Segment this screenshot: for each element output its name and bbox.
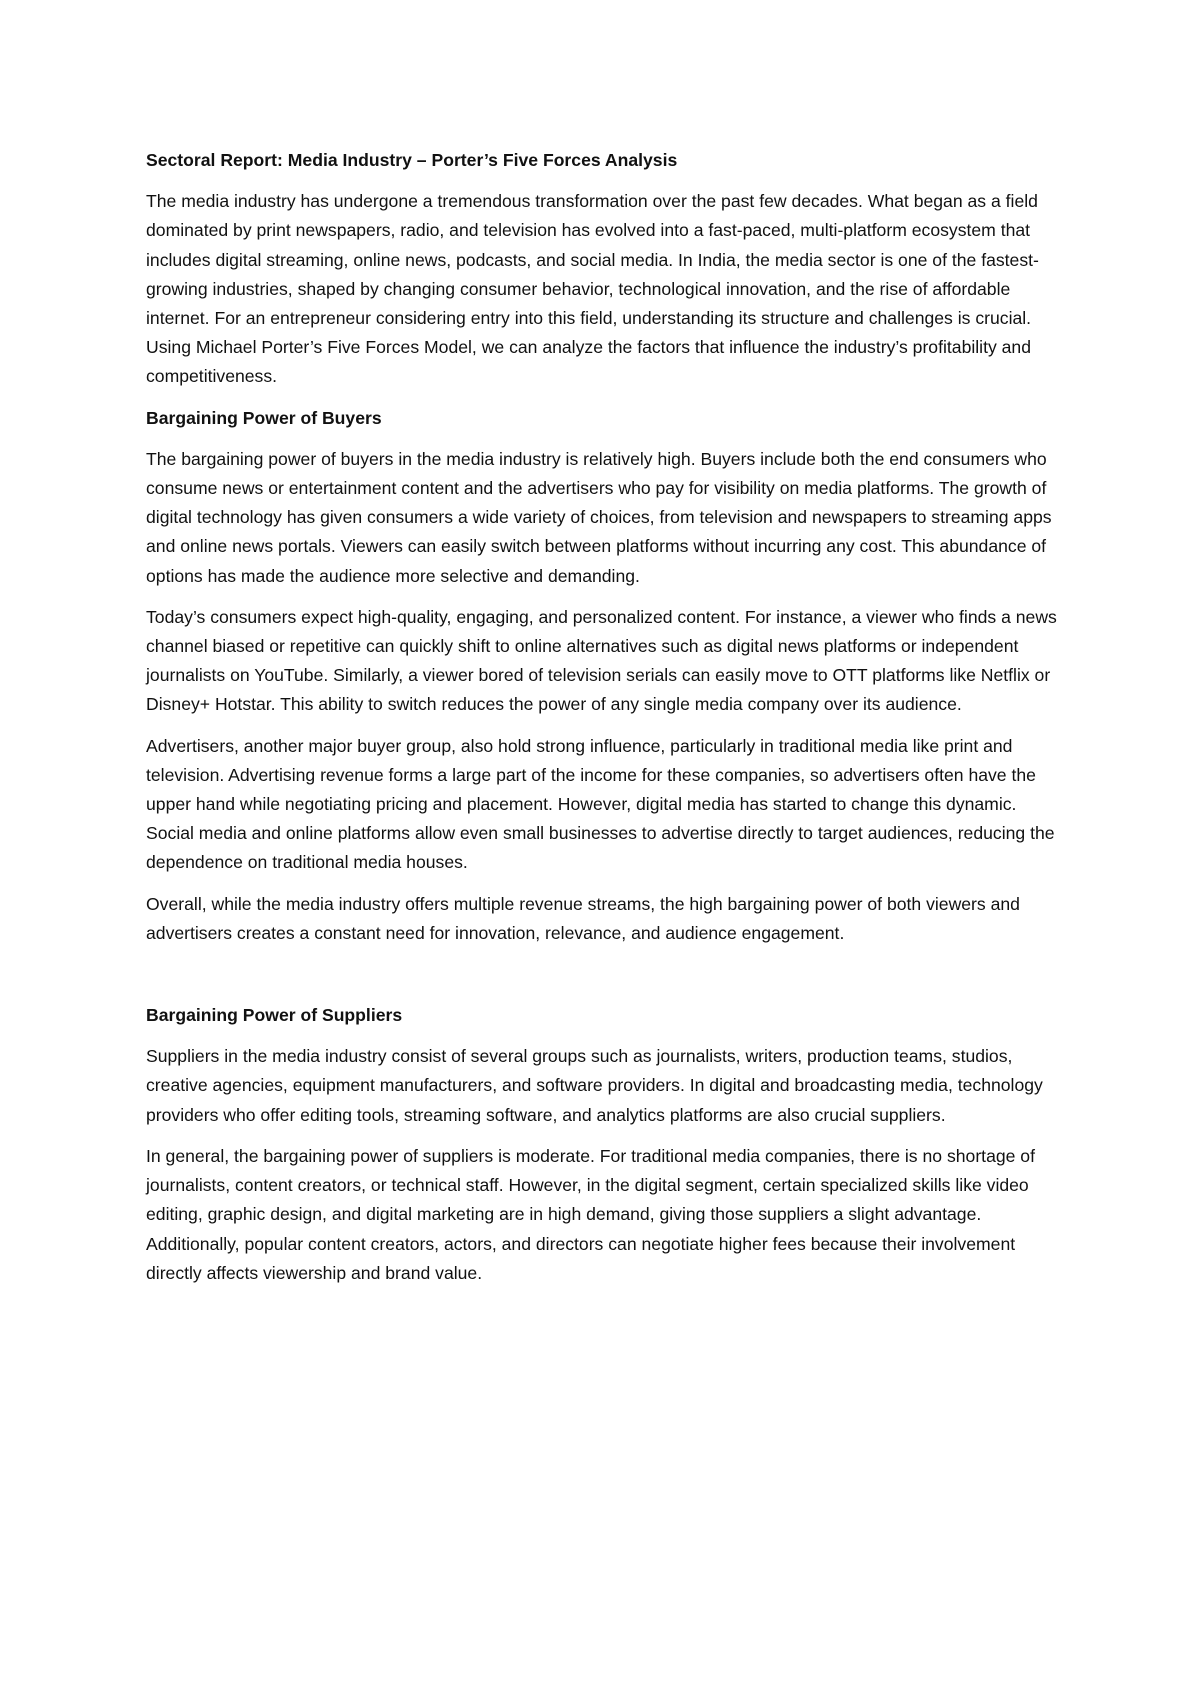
buyers-paragraph-4: Overall, while the media industry offers multiple revenue streams, the high bargaining power of both viewers and advertisers creates a constant need for innovation, relevance, and audience engagement. (146, 893, 1020, 943)
buyers-paragraph-3: Advertisers, another major buyer group, also hold strong influence, particularly in traditional media like print and television. Advertising revenue forms a large part of the income for these companies, so advertisers often have the upper hand while negotiating pricing and placement. However, digital media has started to change this dynamic. Social media and online platforms allow even small businesses to advertise directly to target audiences, reducing the dependence on traditional media houses. (146, 735, 1055, 873)
document-title: Sectoral Report: Media Industry – Porter’s Five Forces Analysis (146, 150, 678, 170)
buyers-heading: Bargaining Power of Buyers (146, 407, 382, 428)
suppliers-paragraph-1: Suppliers in the media industry consist of several groups such as journalists, writers, production teams, studios, creative agencies, equipment manufacturers, and software providers. In digital and broadcasting media, technology providers who offer editing tools, streaming software, and analytics platforms are also crucial suppliers. (146, 1046, 1043, 1125)
suppliers-heading: Bargaining Power of Suppliers (146, 1005, 403, 1026)
intro-paragraph: The media industry has undergone a tremendous transformation over the past few decades. What began as a field dominated by print newspapers, radio, and television has evolved into a fast-paced, multi-platform ecosystem that includes digital streaming, online news, podcasts, and social media. In India, the media sector is one of the fastest-growing industries, shaped by changing consumer behavior, technological innovation, and the rise of affordable internet. For an entrepreneur considering entry into this field, understanding its structure and challenges is crucial. Using Michael Porter’s Five Forces Model, we can analyze the factors that influence the industry’s profitability and competitiveness. (146, 191, 1039, 387)
buyers-paragraph-2: Today’s consumers expect high-quality, engaging, and personalized content. For instance, a viewer who finds a news channel biased or repetitive can quickly shift to online alternatives such as digital news platforms or independent journalists on YouTube. Similarly, a viewer bored of television serials can easily move to OTT platforms like Netflix or Disney+ Hotstar. This ability to switch reduces the power of any single media company over its audience. (146, 606, 1057, 715)
suppliers-paragraph-2: In general, the bargaining power of suppliers is moderate. For traditional media companies, there is no shortage of journalists, content creators, or technical staff. However, in the digital segment, certain specialized skills like video editing, graphic design, and digital marketing are in high demand, giving those suppliers a slight advantage. Additionally, popular content creators, actors, and directors can negotiate higher fees because their involvement directly affects viewership and brand value. (146, 1145, 1035, 1283)
document-body (146, 146, 1062, 1300)
buyers-paragraph-1: The bargaining power of buyers in the media industry is relatively high. Buyers include both the end consumers who consume news or entertainment content and the advertisers who pay for visibility on media platforms. The growth of digital technology has given consumers a wide variety of choices, from television and newspapers to streaming apps and online news portals. Viewers can easily switch between platforms without incurring any cost. This abundance of options has made the audience more selective and demanding. (146, 448, 1052, 586)
section-spacer (146, 960, 1062, 1001)
